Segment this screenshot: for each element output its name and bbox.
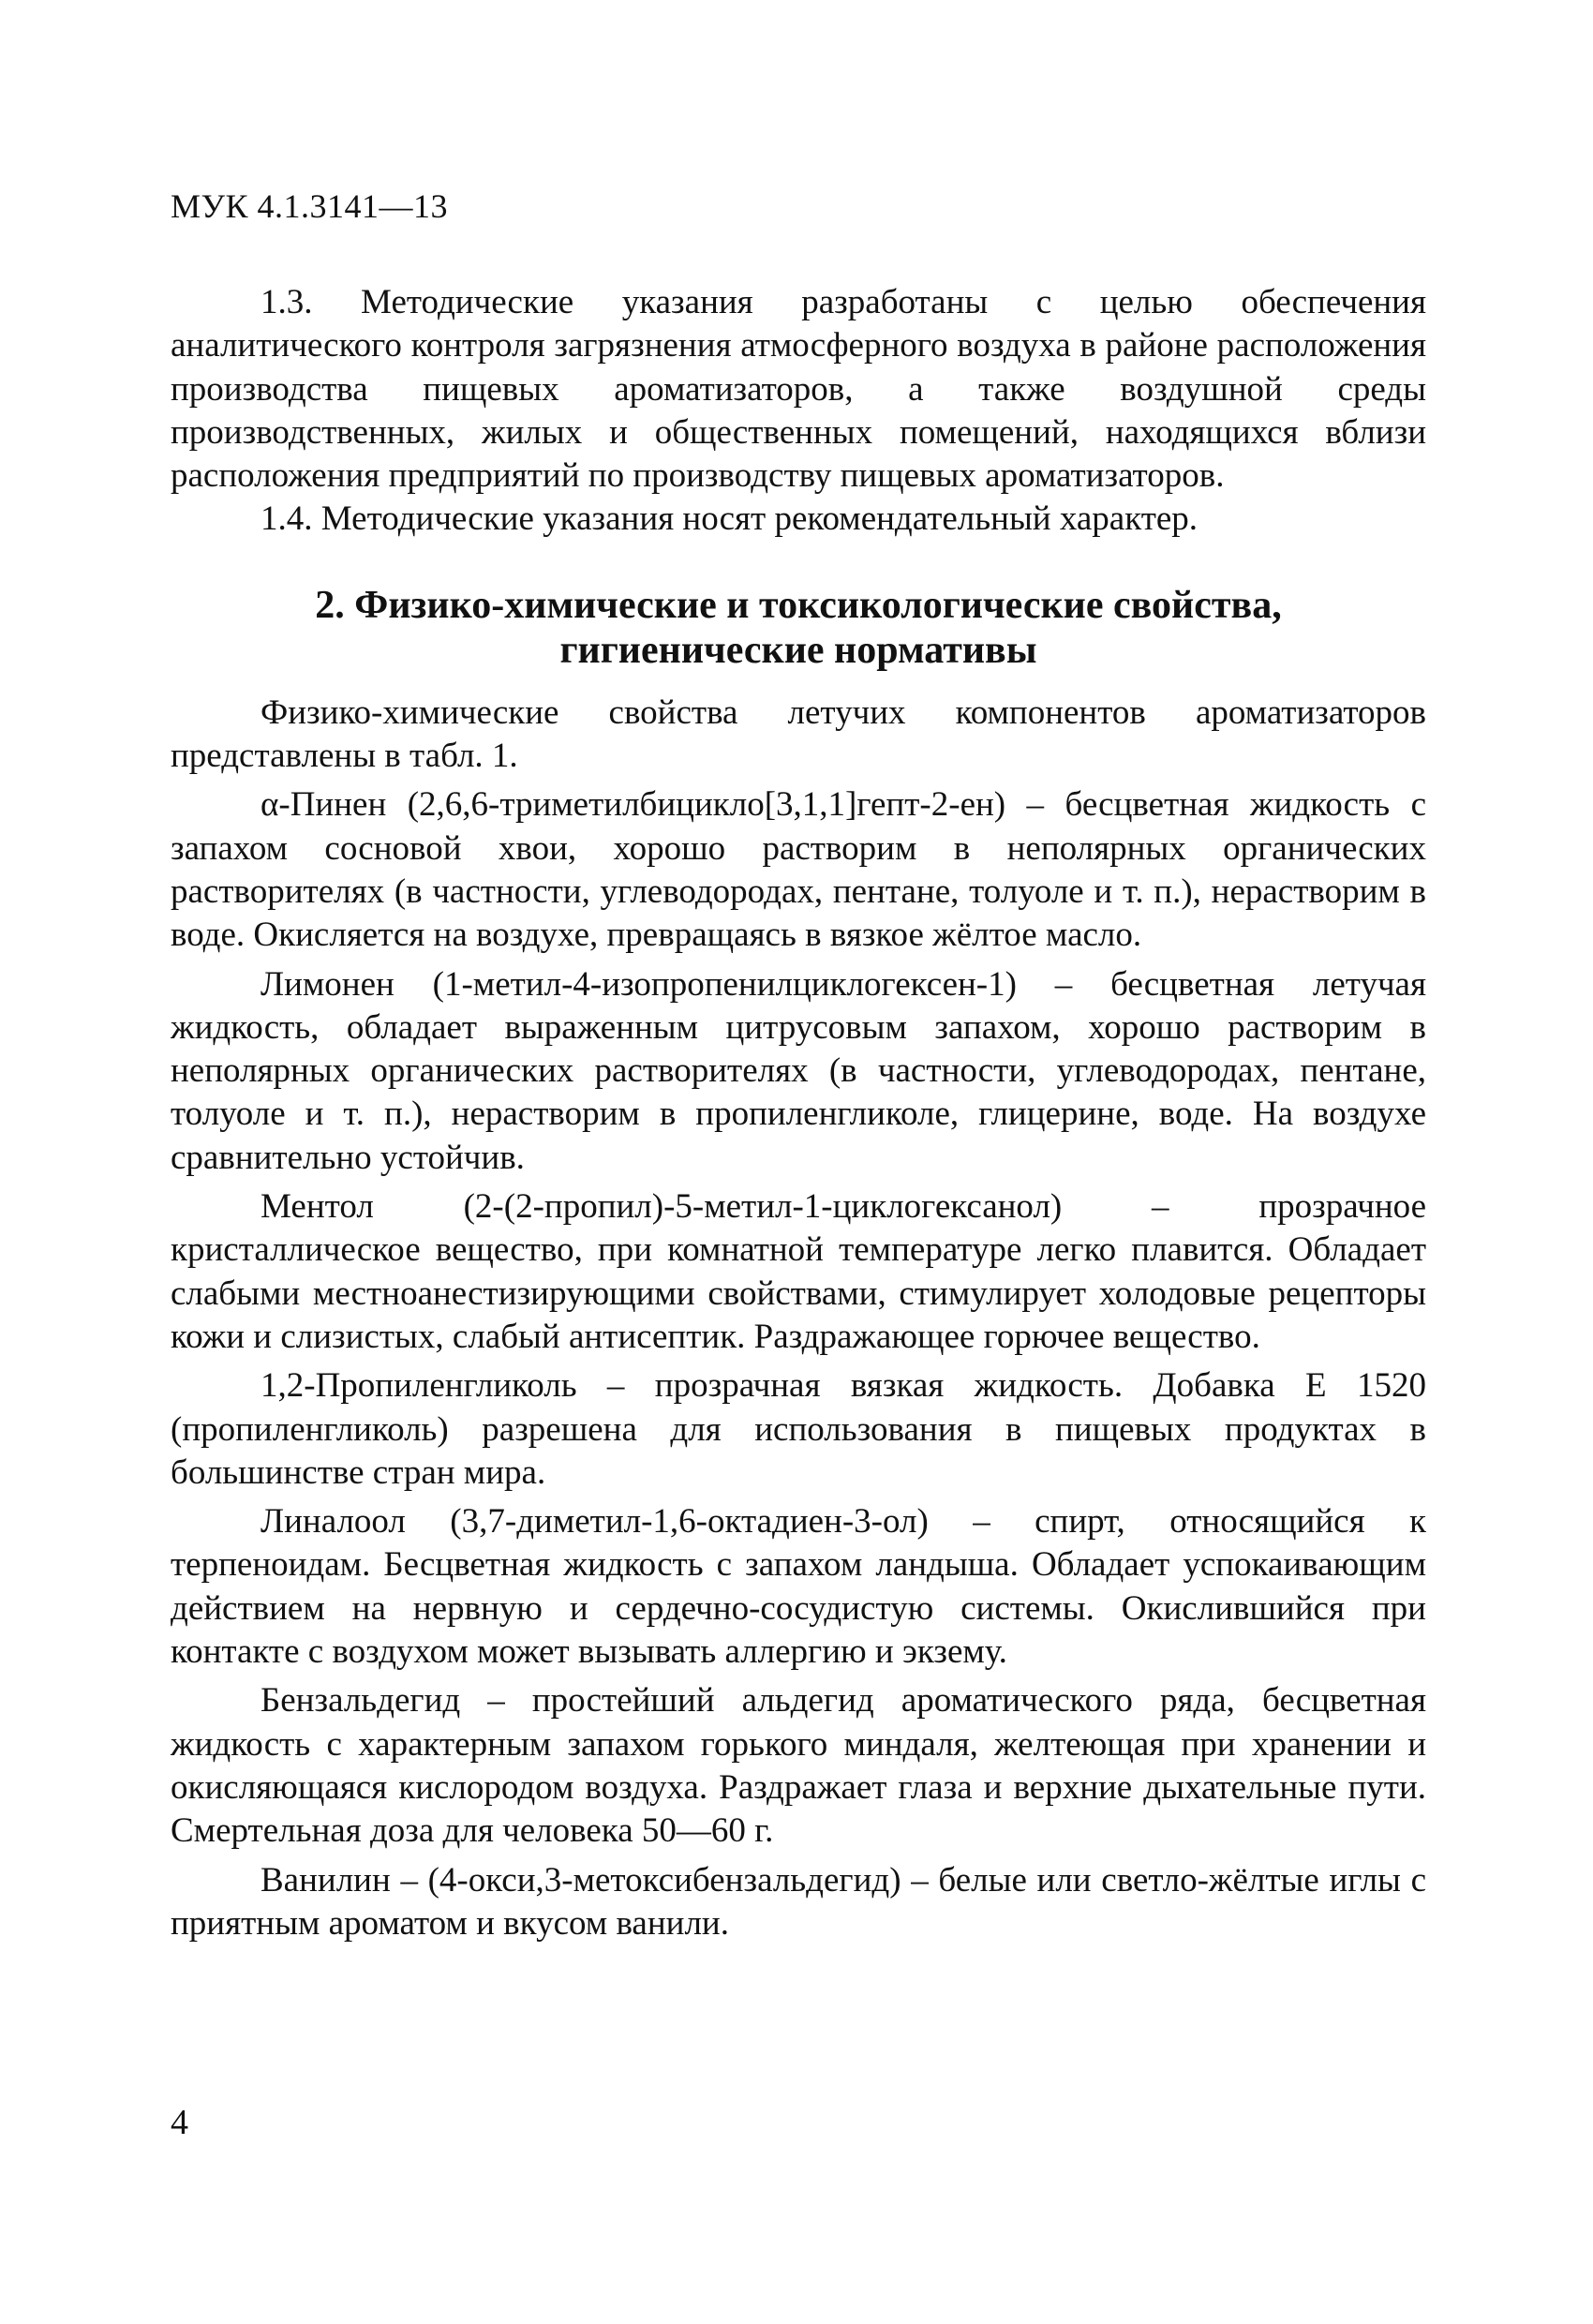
document-code-header: МУК 4.1.3141—13: [171, 187, 449, 225]
paragraph-1-3: 1.3. Методические указания разработаны с целью обеспечения аналитического контроля загрязнения атмосферного воздуха в районе расположения производства пищевых ароматизаторов, а также воздушной среды производственных, жилых и общественных помещений, находящихся вблизи расположения предприятий по производству пищевых ароматизаторов.: [171, 283, 1426, 496]
paragraph-vanillin: Ванилин – (4-окси,3-метоксибензальдегид) – белые или светло-жёлтые иглы с приятным ароматом и вкусом ванили.: [171, 1860, 1426, 1943]
paragraph-alpha-pinene: α-Пинен (2,6,6-триметилбицикло[3,1,1]гепт-2-ен) – бесцветная жидкость с запахом сосновой хвои, хорошо растворим в неполярных органических растворителях (в частности, углеводородах, пентане, толуоле и т. п.), нерастворим в воде. Окисляется на воздухе, превращаясь в вязкое жёлтое масло.: [171, 785, 1426, 955]
page-number: 4: [171, 2103, 188, 2142]
section-2-heading-line-1: 2. Физико-химические и токсикологические свойства,: [315, 583, 1282, 627]
paragraph-menthol: Ментол (2-(2-пропил)-5-метил-1-циклогексанол) – прозрачное кристаллическое вещество, при комнатной температуре легко плавится. Обладает слабыми местноанестизирующими свойствами, стимулирует холодовые рецепторы кожи и слизистых, слабый антисептик. Раздражающее горючее вещество.: [171, 1187, 1426, 1356]
paragraph-table-reference: Физико-химические свойства летучих компонентов ароматизаторов представлены в табл. 1.: [171, 693, 1426, 776]
section-2-heading-line-2: гигиенические нормативы: [559, 628, 1037, 672]
paragraph-propylene-glycol: 1,2-Пропиленгликоль – прозрачная вязкая жидкость. Добавка Е 1520 (пропиленгликоль) разрешена для использования в пищевых продуктах в большинстве стран мира.: [171, 1366, 1426, 1492]
paragraph-benzaldehyde: Бензальдегид – простейший альдегид ароматического ряда, бесцветная жидкость с характерным запахом горького миндаля, желтеющая при хранении и окисляющаяся кислородом воздуха. Раздражает глаза и верхние дыхательные пути. Смертельная доза для человека 50—60 г.: [171, 1681, 1426, 1851]
paragraph-limonene: Лимонен (1-метил-4-изопропенилциклогексен-1) – бесцветная летучая жидкость, обладает выраженным цитрусовым запахом, хорошо растворим в неполярных органических растворителях (в частности, углеводородах, пентане, толуоле и т. п.), нерастворим в пропиленгликоле, глицерине, воде. На воздухе сравнительно устойчив.: [171, 964, 1426, 1177]
paragraph-linalool: Линалоол (3,7-диметил-1,6-октадиен-3-ол) – спирт, относящийся к терпеноидам. Бесцветная жидкость с запахом ландыша. Обладает успокаивающим действием на нервную и сердечно-сосудистую системы. Окислившийся при контакте с воздухом может вызывать аллергию и экзему.: [171, 1502, 1426, 1672]
section-2-heading: [171, 583, 1426, 673]
paragraph-1-4: 1.4. Методические указания носят рекомендательный характер.: [261, 499, 1198, 539]
page-content: [171, 281, 1426, 1951]
